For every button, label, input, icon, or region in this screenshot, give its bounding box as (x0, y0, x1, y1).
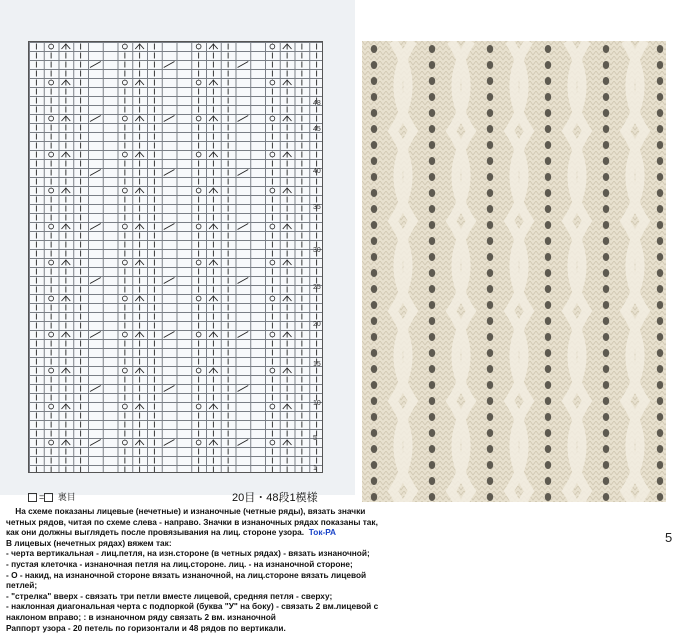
description-line: - наклонная диагональная черта с подпоркой (буква "У" на боку) - связать 2 вм.лицевой с (6, 601, 379, 612)
description-line: как они должны выглядеть после провязывания на лиц. стороне узора. Ток-РА (6, 527, 337, 538)
row-number-48: 48 (313, 100, 321, 107)
chart-legend: = 裏目 (28, 490, 76, 503)
legend-label: 裏目 (57, 492, 76, 502)
knitting-chart-grid (28, 41, 323, 473)
description-line: четных рядов, читая по схеме слева - направо. Значки в изнаночных рядах показаны так, (6, 516, 378, 527)
purl-stitch-icon (44, 493, 53, 502)
knitted-sample-photo (362, 41, 666, 502)
purl-stitch-icon (28, 493, 37, 502)
row-number-40: 40 (313, 168, 321, 175)
description-line: наклоном вправо; : в изнаночном ряду связать 2 вм. изнаночной (6, 611, 276, 622)
author-signature: Ток-РА (308, 527, 337, 538)
description-line: петлей; (6, 580, 38, 591)
description-line: В лицевых (нечетных рядах) вяжем так: (6, 537, 172, 548)
lace-cable-knit-photo (362, 41, 666, 502)
row-number-15: 15 (313, 361, 321, 368)
description-line: - О - накид, на изнаночной стороне вязать изнаночной, на лиц.стороне вязать лицевой (6, 569, 367, 580)
description-line: - "стрелка" вверх - связать три петли вместе лицевой, средняя петля - сверху; (6, 590, 333, 601)
row-number-30: 30 (313, 247, 321, 254)
knitting-chart-symbols (29, 42, 323, 473)
row-number-20: 20 (313, 321, 321, 328)
description-line: - пустая клеточка - изнаночная петля на лиц.стороне. лиц. - на изнаночной стороне; (6, 558, 353, 569)
row-number-25: 25 (313, 284, 321, 291)
description-line: Раппорт узора - 20 петель по горизонтали и 48 рядов по вертикали. (6, 622, 286, 633)
row-number-1: 1 (313, 465, 317, 472)
pattern-description (6, 506, 379, 633)
row-number-10: 10 (313, 400, 321, 407)
chart-repeat-info: 20目・48段1模様 (232, 492, 318, 504)
row-number-35: 35 (313, 204, 321, 211)
page-number: 5 (665, 530, 673, 545)
description-line: - черта вертикальная - лиц.петля, на изн.стороне (в четных рядах) - вязать изнаночной; (6, 548, 370, 559)
description-line: На схеме показаны лицевые (нечетные) и изнаночные (четные ряды), вязать значки (15, 506, 366, 516)
row-number-45: 45 (313, 126, 321, 133)
row-number-5: 5 (313, 435, 317, 442)
